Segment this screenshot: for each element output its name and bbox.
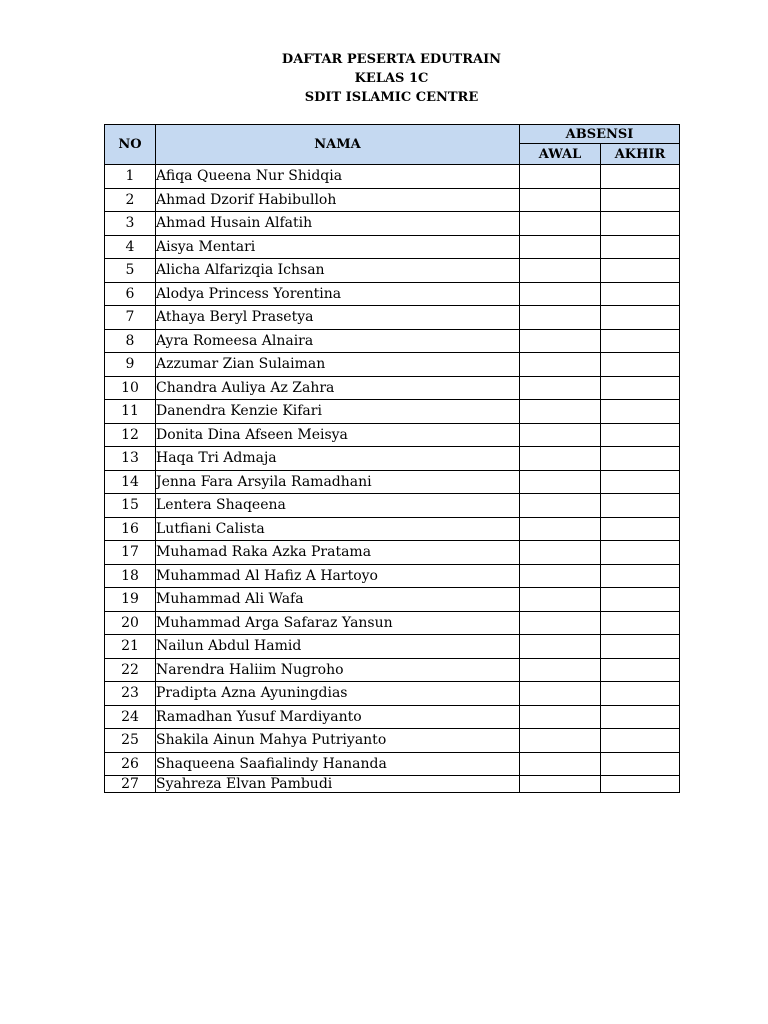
row-number: 17 <box>105 541 156 565</box>
table-row <box>105 329 680 353</box>
table-row <box>105 400 680 424</box>
table-row <box>105 564 680 588</box>
attendance-awal-cell[interactable] <box>520 376 601 400</box>
attendance-awal-cell[interactable] <box>520 611 601 635</box>
attendance-awal-cell[interactable] <box>520 235 601 259</box>
row-number: 3 <box>105 212 156 236</box>
participant-name: Syahreza Elvan Pambudi <box>156 776 520 793</box>
table-row <box>105 282 680 306</box>
attendance-akhir-cell[interactable] <box>601 423 680 447</box>
participant-name: Aisya Mentari <box>156 235 520 259</box>
attendance-table <box>104 124 680 793</box>
attendance-awal-cell[interactable] <box>520 165 601 189</box>
attendance-awal-cell[interactable] <box>520 259 601 283</box>
participant-name: Muhamad Raka Azka Pratama <box>156 541 520 565</box>
participant-name: Pradipta Azna Ayuningdias <box>156 682 520 706</box>
attendance-awal-cell[interactable] <box>520 282 601 306</box>
attendance-awal-cell[interactable] <box>520 776 601 793</box>
row-number: 25 <box>105 729 156 753</box>
header-awal: AWAL <box>520 144 601 165</box>
attendance-awal-cell[interactable] <box>520 212 601 236</box>
participant-name: Shakila Ainun Mahya Putriyanto <box>156 729 520 753</box>
row-number: 8 <box>105 329 156 353</box>
row-number: 2 <box>105 188 156 212</box>
row-number: 12 <box>105 423 156 447</box>
attendance-akhir-cell[interactable] <box>601 447 680 471</box>
title-line-1: DAFTAR PESERTA EDUTRAIN <box>281 52 502 67</box>
attendance-awal-cell[interactable] <box>520 588 601 612</box>
attendance-akhir-cell[interactable] <box>601 776 680 793</box>
table-row <box>105 494 680 518</box>
header-no: NO <box>105 125 156 165</box>
table-row <box>105 682 680 706</box>
header-absensi: ABSENSI <box>520 125 680 144</box>
row-number: 21 <box>105 635 156 659</box>
participant-name: Ahmad Dzorif Habibulloh <box>156 188 520 212</box>
attendance-awal-cell[interactable] <box>520 541 601 565</box>
header-akhir: AKHIR <box>601 144 680 165</box>
table-row <box>105 635 680 659</box>
attendance-awal-cell[interactable] <box>520 752 601 776</box>
row-number: 7 <box>105 306 156 330</box>
row-number: 27 <box>105 776 156 793</box>
participant-name: Muhammad Al Hafiz A Hartoyo <box>156 564 520 588</box>
attendance-awal-cell[interactable] <box>520 470 601 494</box>
participant-name: Lutfiani Calista <box>156 517 520 541</box>
row-number: 1 <box>105 165 156 189</box>
participant-name: Lentera Shaqeena <box>156 494 520 518</box>
participant-name: Afiqa Queena Nur Shidqia <box>156 165 520 189</box>
attendance-awal-cell[interactable] <box>520 682 601 706</box>
participant-name: Chandra Auliya Az Zahra <box>156 376 520 400</box>
row-number: 16 <box>105 517 156 541</box>
row-number: 15 <box>105 494 156 518</box>
attendance-akhir-cell[interactable] <box>601 658 680 682</box>
row-number: 26 <box>105 752 156 776</box>
row-number: 13 <box>105 447 156 471</box>
table-row <box>105 235 680 259</box>
table-row <box>105 165 680 189</box>
table-row <box>105 423 680 447</box>
table-row <box>105 376 680 400</box>
row-number: 24 <box>105 705 156 729</box>
attendance-akhir-cell[interactable] <box>601 376 680 400</box>
row-number: 14 <box>105 470 156 494</box>
participant-name: Narendra Haliim Nugroho <box>156 658 520 682</box>
attendance-awal-cell[interactable] <box>520 423 601 447</box>
attendance-awal-cell[interactable] <box>520 447 601 471</box>
attendance-awal-cell[interactable] <box>520 729 601 753</box>
attendance-akhir-cell[interactable] <box>601 682 680 706</box>
attendance-akhir-cell[interactable] <box>601 165 680 189</box>
participant-name: Danendra Kenzie Kifari <box>156 400 520 424</box>
attendance-akhir-cell[interactable] <box>601 212 680 236</box>
participant-name: Haqa Tri Admaja <box>156 447 520 471</box>
table-row <box>105 306 680 330</box>
participant-name: Alicha Alfarizqia Ichsan <box>156 259 520 283</box>
table-row <box>105 470 680 494</box>
attendance-akhir-cell[interactable] <box>601 705 680 729</box>
table-row <box>105 447 680 471</box>
attendance-akhir-cell[interactable] <box>601 353 680 377</box>
attendance-awal-cell[interactable] <box>520 306 601 330</box>
attendance-akhir-cell[interactable] <box>601 188 680 212</box>
participant-name: Nailun Abdul Hamid <box>156 635 520 659</box>
title-line-3: SDIT ISLAMIC CENTRE <box>304 90 479 105</box>
attendance-awal-cell[interactable] <box>520 635 601 659</box>
row-number: 6 <box>105 282 156 306</box>
table-row <box>105 517 680 541</box>
attendance-akhir-cell[interactable] <box>601 235 680 259</box>
attendance-akhir-cell[interactable] <box>601 588 680 612</box>
attendance-akhir-cell[interactable] <box>601 329 680 353</box>
participant-name: Athaya Beryl Prasetya <box>156 306 520 330</box>
attendance-akhir-cell[interactable] <box>601 541 680 565</box>
table-row <box>105 353 680 377</box>
attendance-awal-cell[interactable] <box>520 705 601 729</box>
participant-name: Muhammad Ali Wafa <box>156 588 520 612</box>
table-row <box>105 588 680 612</box>
row-number: 10 <box>105 376 156 400</box>
attendance-awal-cell[interactable] <box>520 564 601 588</box>
participant-name: Ahmad Husain Alfatih <box>156 212 520 236</box>
table-row <box>105 259 680 283</box>
attendance-akhir-cell[interactable] <box>601 282 680 306</box>
row-number: 5 <box>105 259 156 283</box>
table-row <box>105 729 680 753</box>
title-line-2: KELAS 1C <box>354 71 429 86</box>
attendance-awal-cell[interactable] <box>520 658 601 682</box>
table-row <box>105 776 680 793</box>
table-row <box>105 705 680 729</box>
attendance-akhir-cell[interactable] <box>601 729 680 753</box>
participant-name: Ayra Romeesa Alnaira <box>156 329 520 353</box>
row-number: 9 <box>105 353 156 377</box>
participant-name: Alodya Princess Yorentina <box>156 282 520 306</box>
document-title <box>0 50 768 107</box>
attendance-akhir-cell[interactable] <box>601 517 680 541</box>
attendance-awal-cell[interactable] <box>520 517 601 541</box>
table-row <box>105 212 680 236</box>
attendance-awal-cell[interactable] <box>520 494 601 518</box>
attendance-awal-cell[interactable] <box>520 353 601 377</box>
participant-name: Ramadhan Yusuf Mardiyanto <box>156 705 520 729</box>
attendance-akhir-cell[interactable] <box>601 306 680 330</box>
row-number: 20 <box>105 611 156 635</box>
row-number: 11 <box>105 400 156 424</box>
attendance-awal-cell[interactable] <box>520 329 601 353</box>
table-row <box>105 752 680 776</box>
attendance-akhir-cell[interactable] <box>601 635 680 659</box>
attendance-akhir-cell[interactable] <box>601 259 680 283</box>
table-row <box>105 541 680 565</box>
table-body <box>105 165 680 793</box>
row-number: 23 <box>105 682 156 706</box>
row-number: 22 <box>105 658 156 682</box>
attendance-awal-cell[interactable] <box>520 400 601 424</box>
table-row <box>105 658 680 682</box>
attendance-akhir-cell[interactable] <box>601 752 680 776</box>
participant-name: Donita Dina Afseen Meisya <box>156 423 520 447</box>
row-number: 18 <box>105 564 156 588</box>
attendance-akhir-cell[interactable] <box>601 400 680 424</box>
participant-name: Azzumar Zian Sulaiman <box>156 353 520 377</box>
attendance-akhir-cell[interactable] <box>601 611 680 635</box>
attendance-akhir-cell[interactable] <box>601 564 680 588</box>
row-number: 19 <box>105 588 156 612</box>
participant-name: Jenna Fara Arsyila Ramadhani <box>156 470 520 494</box>
row-number: 4 <box>105 235 156 259</box>
participant-name: Muhammad Arga Safaraz Yansun <box>156 611 520 635</box>
header-nama: NAMA <box>156 125 520 165</box>
table-row <box>105 188 680 212</box>
participant-name: Shaqueena Saafialindy Hananda <box>156 752 520 776</box>
attendance-akhir-cell[interactable] <box>601 470 680 494</box>
attendance-awal-cell[interactable] <box>520 188 601 212</box>
attendance-akhir-cell[interactable] <box>601 494 680 518</box>
table-row <box>105 611 680 635</box>
